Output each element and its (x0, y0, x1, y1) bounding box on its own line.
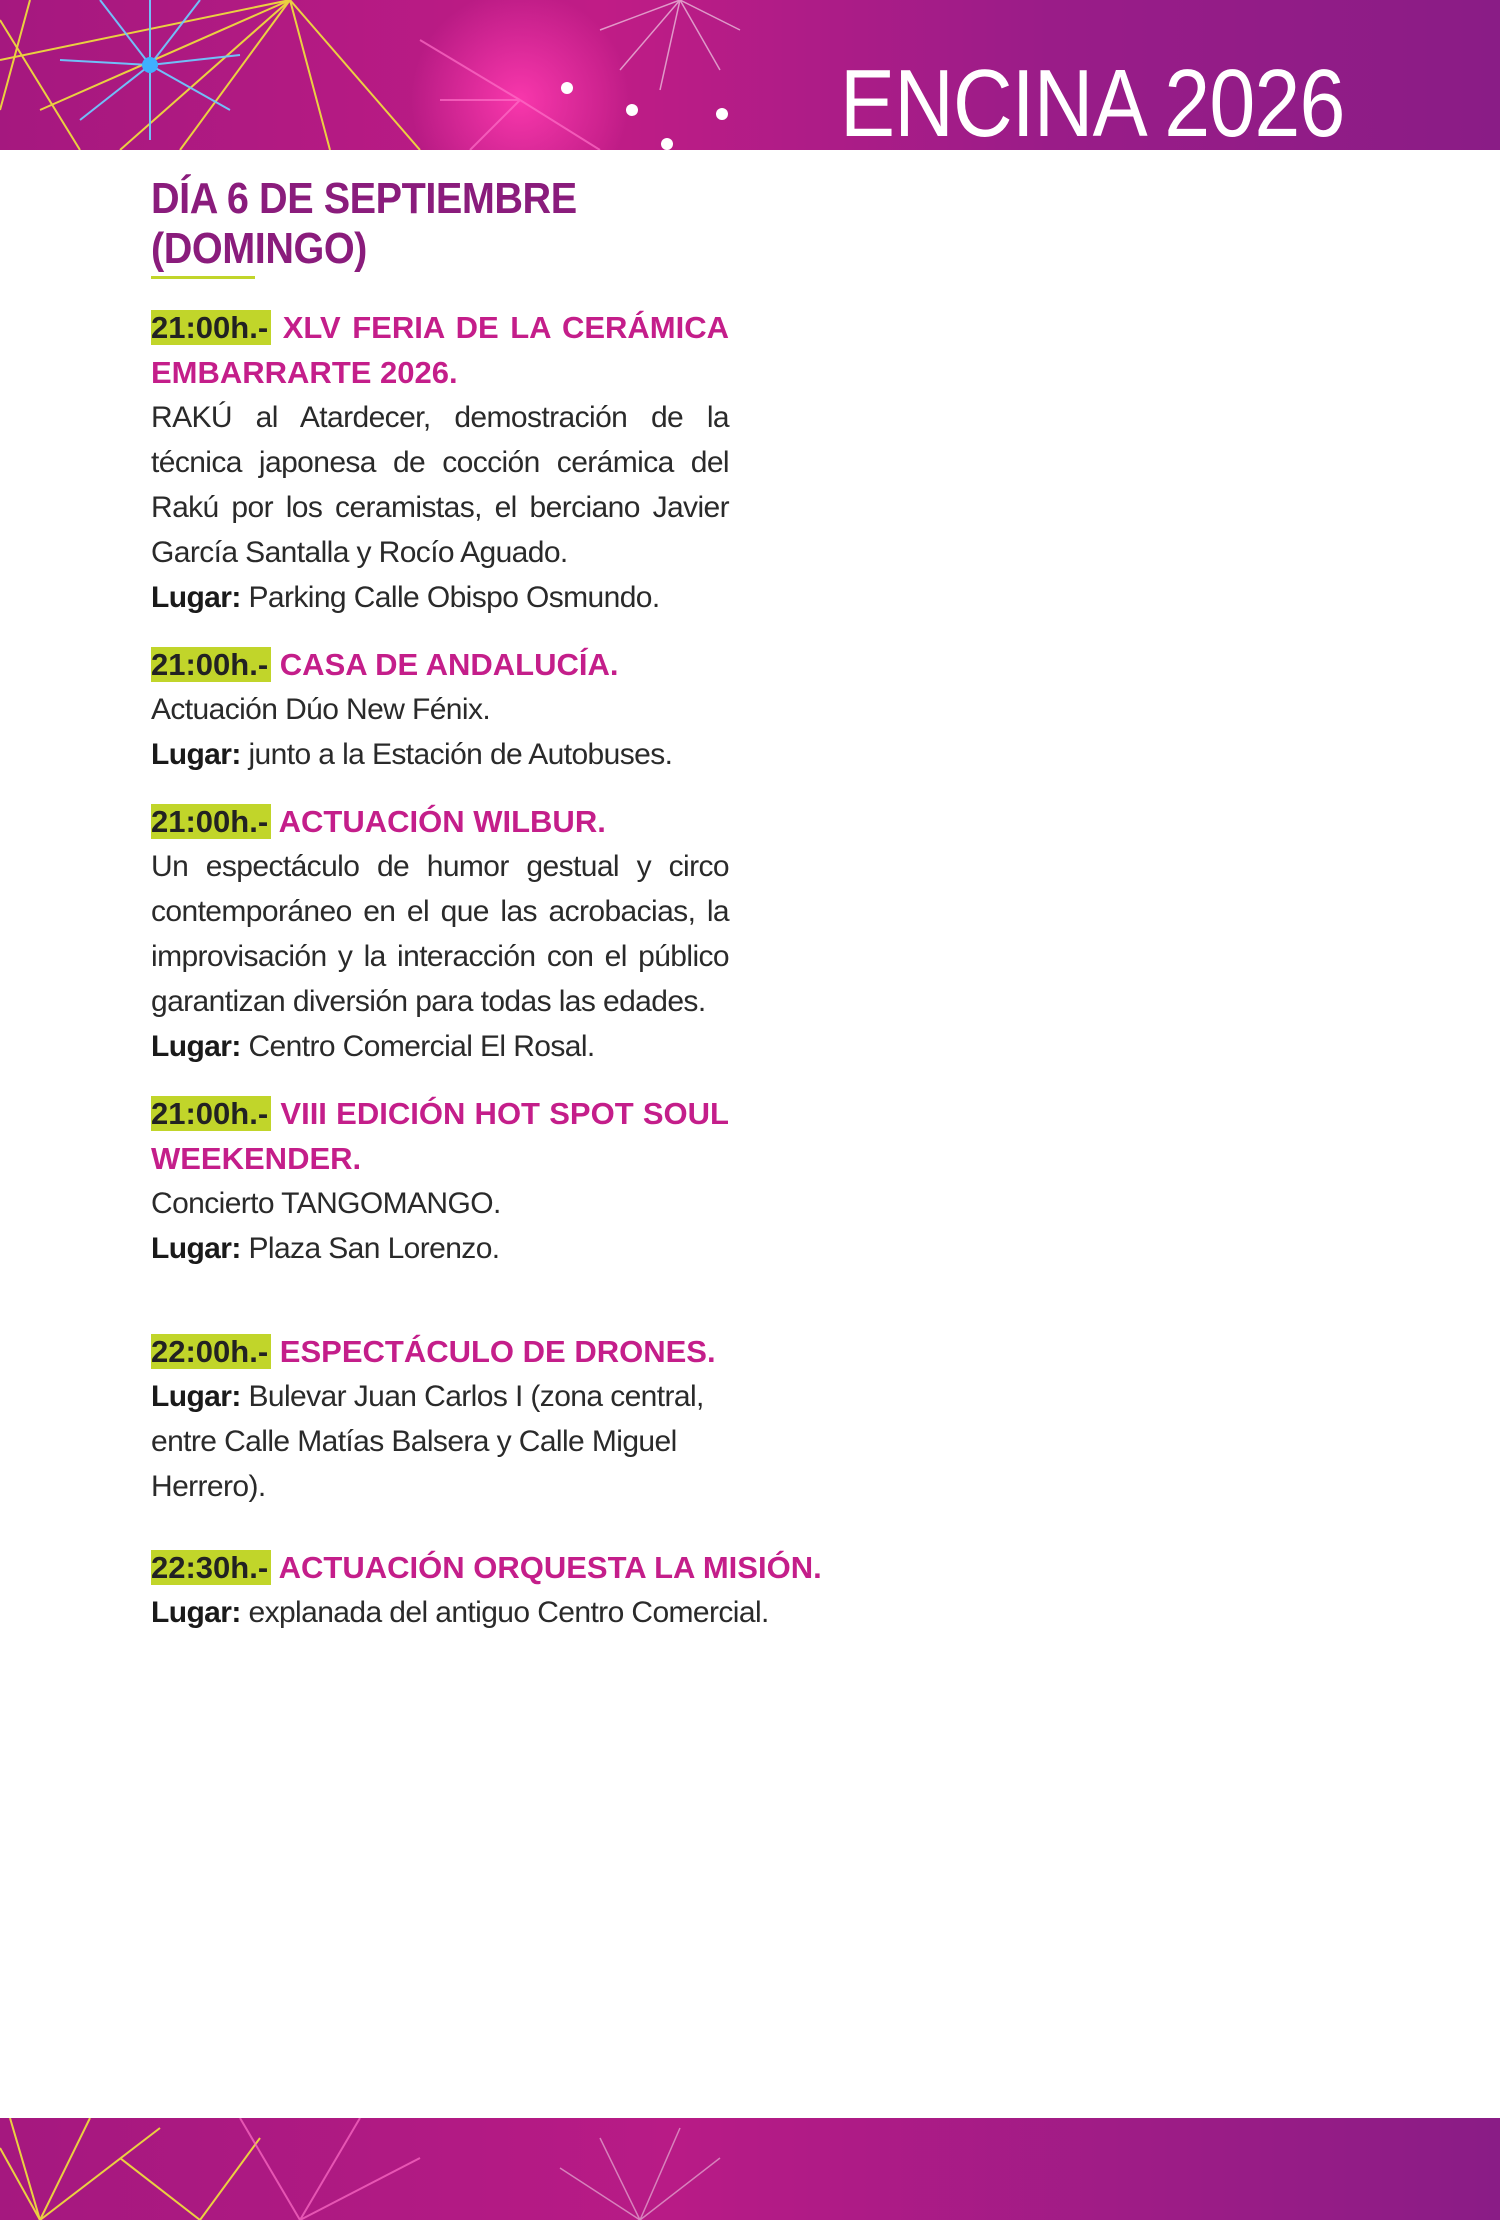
event-item (151, 799, 729, 1069)
event-place (151, 1374, 729, 1509)
event-title: ACTUACIÓN ORQUESTA LA MISIÓN. (278, 1550, 822, 1585)
event-time: 22:30h.- (151, 1550, 271, 1585)
event-time: 22:00h.- (151, 1334, 271, 1369)
event-time: 21:00h.- (151, 647, 271, 682)
place-value: Bulevar Juan Carlos I (zona central, entre Calle Matías Balsera y Calle Miguel Herrero). (151, 1380, 704, 1503)
place-value: Plaza San Lorenzo. (248, 1232, 500, 1265)
place-value: Centro Comercial El Rosal. (248, 1030, 595, 1063)
event-heading (151, 1329, 729, 1374)
event-item (151, 642, 729, 777)
event-place (151, 575, 729, 620)
place-label: Lugar: (151, 1232, 241, 1265)
place-value: explanada del antiguo Centro Comercial. (248, 1596, 769, 1629)
event-description: RAKÚ al Atardecer, demostración de la técnica japonesa de cocción cerámica del Rakú por los ceramistas, el berciano Javier García Santalla y Rocío Aguado. (151, 401, 729, 569)
event-title: ACTUACIÓN WILBUR. (278, 804, 606, 839)
place-label: Lugar: (151, 1030, 241, 1063)
event-title: XLV FERIA DE LA CERÁMICA EMBARRARTE 2026. (151, 310, 729, 390)
day-title (151, 174, 727, 274)
event-title: VIII EDICIÓN HOT SPOT SOUL WEEKENDER. (151, 1096, 729, 1176)
program-content (151, 174, 822, 1657)
event-heading (151, 1091, 729, 1181)
event-place (151, 1590, 769, 1635)
place-value: Parking Calle Obispo Osmundo. (248, 581, 660, 614)
day-title-line1: DÍA 6 DE SEPTIEMBRE (151, 174, 577, 223)
event-description: Concierto TANGOMANGO. (151, 1187, 501, 1220)
event-place (151, 1226, 729, 1271)
events-list (151, 305, 822, 1635)
footer-banner (0, 2118, 1500, 2220)
event-heading (151, 642, 729, 687)
fireworks-background (0, 2118, 1500, 2220)
place-label: Lugar: (151, 1380, 241, 1413)
event-place (151, 1024, 729, 1069)
event-item (151, 305, 729, 620)
event-heading (151, 799, 729, 844)
event-time: 21:00h.- (151, 804, 271, 839)
day-title-line2: (DOMINGO) (151, 224, 367, 273)
place-label: Lugar: (151, 738, 241, 771)
header-title: ENCINA 2026 (840, 50, 1345, 150)
title-underline (151, 276, 255, 279)
header-banner (0, 0, 1500, 150)
event-title: CASA DE ANDALUCÍA. (279, 647, 619, 682)
event-item (151, 1091, 729, 1271)
event-time: 21:00h.- (151, 310, 271, 345)
event-place (151, 732, 729, 777)
event-time: 21:00h.- (151, 1096, 271, 1131)
place-label: Lugar: (151, 1596, 241, 1629)
event-item (151, 1329, 729, 1509)
event-item (151, 1545, 822, 1635)
event-heading (151, 305, 729, 395)
event-description: Actuación Dúo New Fénix. (151, 693, 491, 726)
event-heading (151, 1545, 822, 1590)
place-label: Lugar: (151, 581, 241, 614)
event-description: Un espectáculo de humor gestual y circo contemporáneo en el que las acrobacias, la improvisación y la interacción con el público garantizan diversión para todas las edades. (151, 850, 729, 1018)
place-value: junto a la Estación de Autobuses. (248, 738, 673, 771)
event-title: ESPECTÁCULO DE DRONES. (279, 1334, 716, 1369)
